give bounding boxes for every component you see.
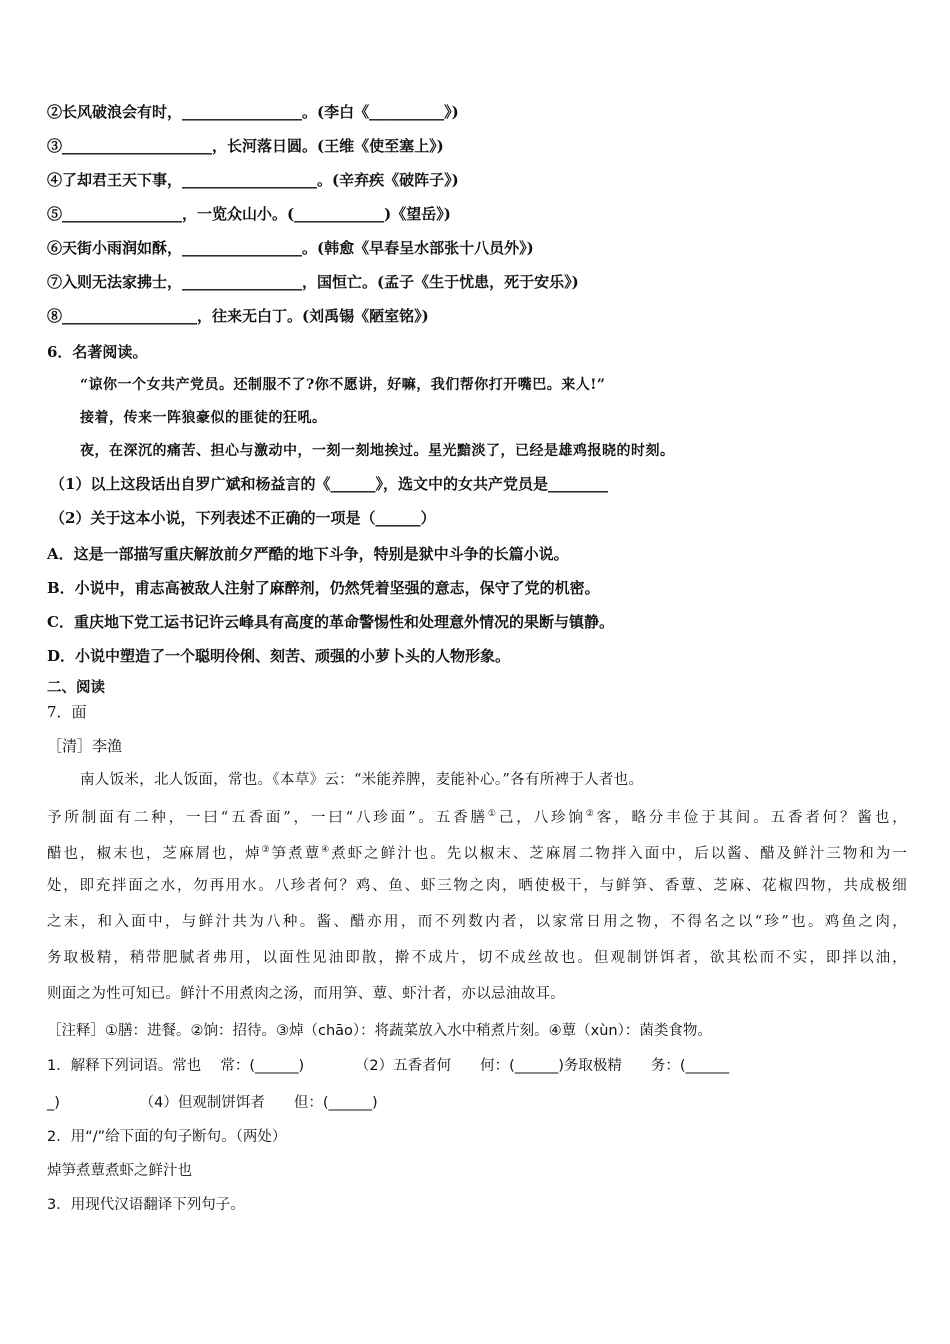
excerpt-quote-2: 接着，传来一阵狼豪似的匪徒的狂吼。 [80, 410, 327, 426]
passage-line-3: 处，即充拌面之水，勿再用水。八珍者何？鸡、鱼、虾三物之肉，晒使极干，与鲜笋、香蕈、芝麻、花椒四物，共成极细 [47, 878, 907, 894]
poem-line-6: ⑥天街小雨润如酥，________________。(韩愈《早春呈水部张十八员外》) [47, 239, 534, 257]
section-heading-reading: 二、阅读 [47, 680, 105, 696]
option-d: D．小说中塑造了一个聪明伶俐、刻苦、顽强的小萝卜头的人物形象。 [47, 647, 511, 665]
passage-notes: ［注释］①膳：进餐。②饷：招待。③焯（chāo）：将蔬菜放入水中稍煮片刻。④蕈（xùn）：菌类食物。 [47, 1023, 712, 1039]
passage-line-4: 之末，和入面中，与鲜汁共为八种。酱、醋亦用，而不列数内者，以家常日用之物，不得名之以“珍”也。鸡鱼之肉， [47, 914, 907, 930]
poem-line-2: ②长风破浪会有时，________________。(李白《__________》) [47, 103, 459, 121]
excerpt-quote-1: “谅你一个女共产党员。还制服不了?你不愿讲，好嘛，我们帮你打开嘴巴。来人!” [80, 377, 606, 393]
footnote-marker-4: ④ [321, 845, 332, 855]
passage-paragraph-1: 南人饭米，北人饭面，常也。《本草》云：“米能养脾，麦能补心。”各有所裨于人者也。 [80, 772, 644, 788]
poem-line-5: ⑤________________，一览众山小。(____________)《望岳》) [47, 205, 451, 223]
passage-line-2: 醋也，椒末也，芝麻屑也，焯③笋煮蕈④煮虾之鲜汁也。先以椒末、芝麻屑二物拌入面中，后以酱、醋及鲜汁三物和为一 [47, 845, 908, 862]
footnote-marker-1: ① [487, 809, 499, 819]
subquestion-3: 3．用现代汉语翻译下列句子。 [47, 1197, 245, 1213]
subquestion-1-continued: _) （4）但观制饼饵者 但：(______) [47, 1095, 378, 1111]
footnote-marker-3: ③ [261, 845, 272, 855]
passage-line-6: 则面之为性可知已。鲜汁不用煮肉之汤，而用笋、蕈、虾汁者，亦以忌油故耳。 [47, 986, 565, 1002]
question-7-title: 7．面 [47, 703, 87, 721]
passage-line-1: 予所制面有二种，一曰“五香面”，一曰“八珍面”。五香膳①己，八珍饷②客，略分丰俭于其间。五香者何？酱也， [47, 809, 907, 826]
question-6-sub-1: （1）以上这段话出自罗广斌和杨益言的《______》，选文中的女共产党员是________ [50, 475, 608, 493]
poem-line-4: ④了却君王天下事，__________________。(辛弃疾《破阵子》) [47, 171, 459, 189]
passage-author: ［清］李渔 [47, 737, 123, 755]
passage-line-5: 务取极精，稍带肥腻者弗用，以面性见油即散，擀不成片，切不成丝故也。但观制饼饵者，欲其松而不实，即拌以油， [47, 950, 907, 966]
question-6-title: 6．名著阅读。 [47, 343, 148, 361]
subquestion-2: 2．用“/”给下面的句子断句。（两处） [47, 1129, 287, 1145]
question-6-sub-2: （2）关于这本小说，下列表述不正确的一项是（______） [50, 509, 436, 527]
excerpt-quote-3: 夜，在深沉的痛苦、担心与激动中，一刻一刻地挨过。星光黯淡了，已经是雄鸡报晓的时刻。 [80, 443, 675, 459]
poem-line-3: ③____________________，长河落日圆。(王维《使至塞上》) [47, 137, 444, 155]
option-b: B．小说中，甫志高被敌人注射了麻醉剂，仍然凭着坚强的意志，保守了党的机密。 [47, 579, 600, 597]
poem-line-7: ⑦入则无法家拂士，________________，国恒亡。(孟子《生于忧患，死于安乐》) [47, 273, 579, 291]
option-a: A．这是一部描写重庆解放前夕严酷的地下斗争，特别是狱中斗争的长篇小说。 [47, 545, 569, 563]
subquestion-2-sentence: 焯笋煮蕈煮虾之鲜汁也 [47, 1163, 192, 1179]
footnote-marker-2: ② [585, 809, 597, 819]
subquestion-1: 1．解释下列词语。常也 常：(______) （2）五香者何 何：(______)务取极精 务：(______ [47, 1058, 730, 1074]
option-c: C．重庆地下党工运书记许云峰具有高度的革命警惕性和处理意外情况的果断与镇静。 [47, 613, 614, 631]
poem-line-8: ⑧__________________，往来无白丁。(刘禹锡《陋室铭》) [47, 307, 429, 325]
